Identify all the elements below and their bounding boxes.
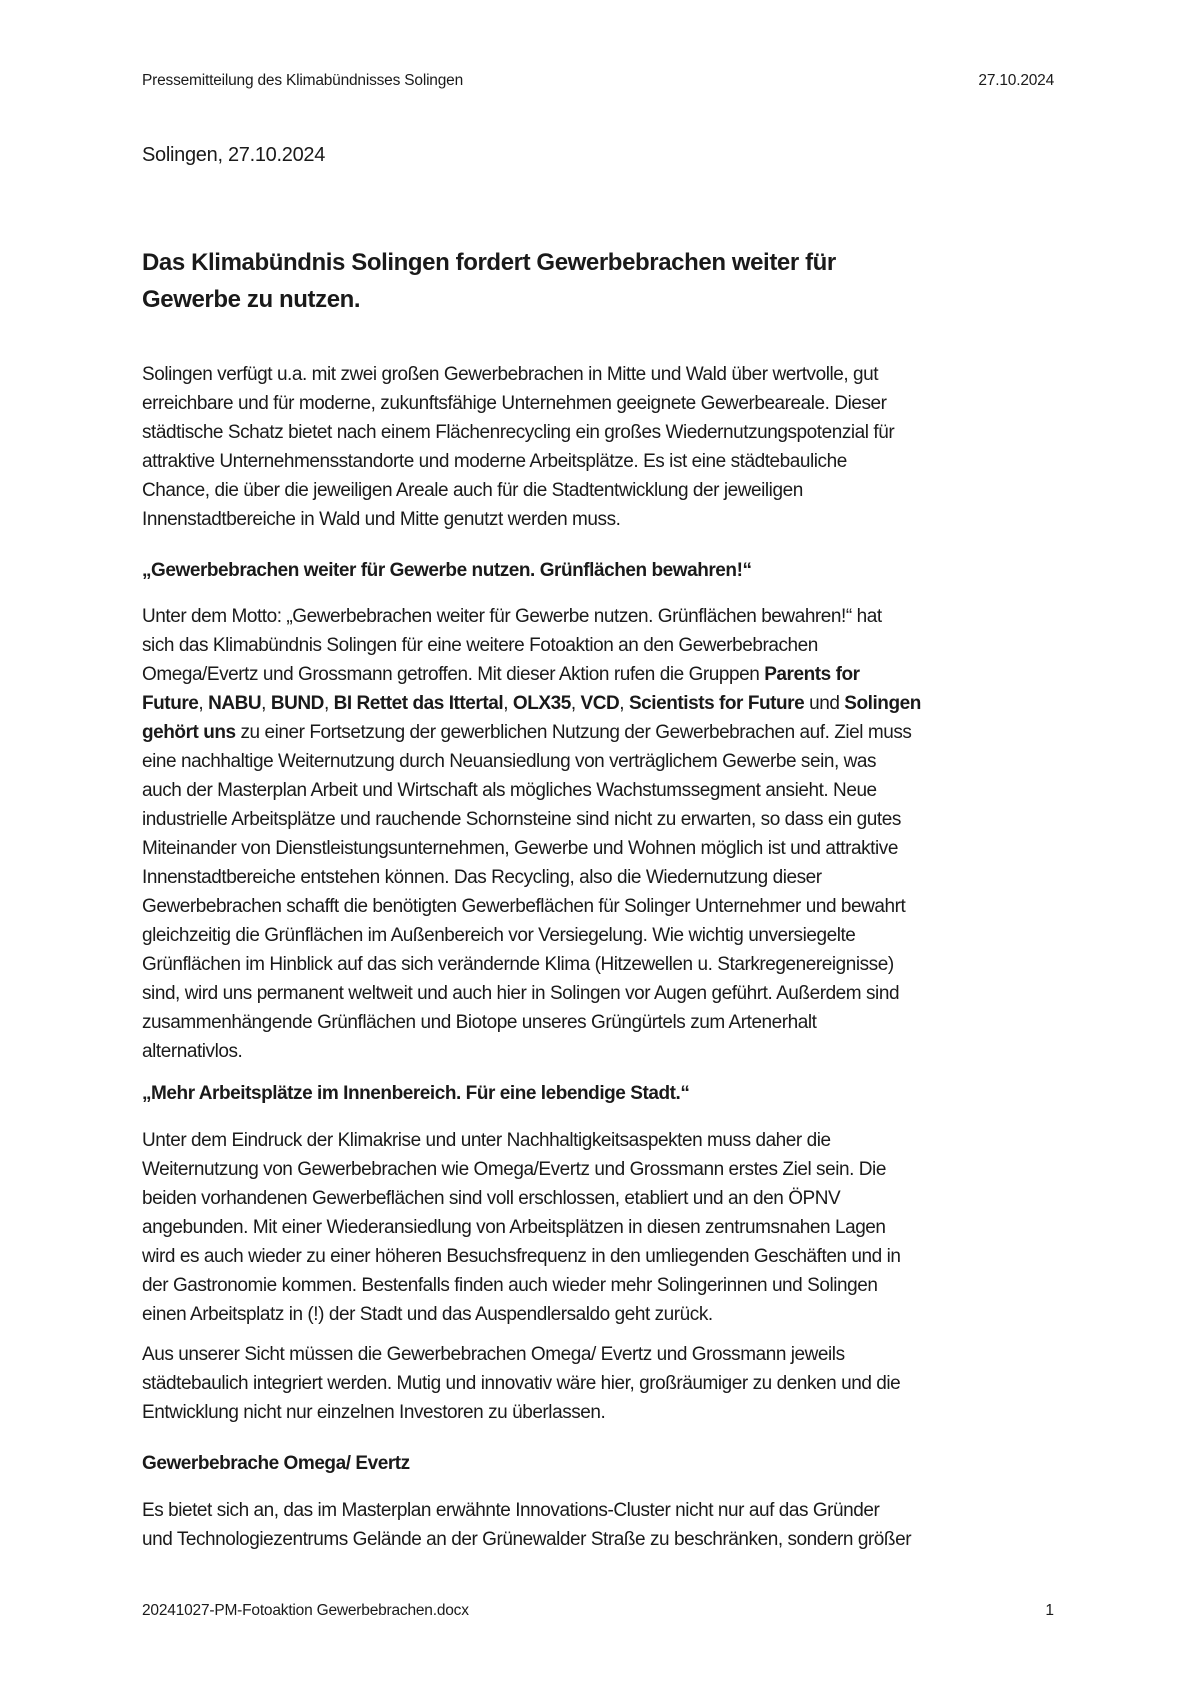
- separator: ,: [261, 693, 271, 714]
- text-line: Unter dem Motto: „Gewerbebrachen weiter für Gewerbe nutzen. Grünflächen bewahren!“ hat: [142, 606, 882, 627]
- group-name: Solingen: [844, 693, 921, 714]
- text-line: industrielle Arbeitsplätze und rauchende Schornsteine sind nicht zu erwarten, so dass ein gutes: [142, 809, 901, 830]
- separator: ,: [323, 693, 334, 714]
- subheading-arbeitsplaetze: „Mehr Arbeitsplätze im Innenbereich. Für eine lebendige Stadt.“: [142, 1083, 690, 1104]
- text-line: Entwicklung nicht nur einzelnen Investoren zu überlassen.: [142, 1402, 606, 1423]
- text-line: Gewerbebrachen schafft die benötigten Gewerbeflächen für Solinger Unternehmer und bewahrt: [142, 896, 906, 917]
- separator: ,: [619, 693, 629, 714]
- text-line: Aus unserer Sicht müssen die Gewerbebrachen Omega/ Evertz und Grossmann jeweils: [142, 1344, 845, 1365]
- paragraph-intro: [142, 360, 1062, 534]
- text-line: alternativlos.: [142, 1041, 243, 1062]
- group-name: VCD: [580, 693, 620, 714]
- group-name: OLX35: [512, 693, 571, 714]
- group-name: NABU: [208, 693, 262, 714]
- text-line: zusammenhängende Grünflächen und Biotope unseres Grüngürtels zum Artenerhalt: [142, 1012, 817, 1033]
- text-line: beiden vorhandenen Gewerbeflächen sind voll erschlossen, etabliert und an den ÖPNV: [142, 1188, 841, 1209]
- text-line: [142, 660, 1062, 689]
- separator: ,: [198, 693, 209, 714]
- text-line: Weiternutzung von Gewerbebrachen wie Omega/Evertz und Grossmann erstes Ziel sein. Die: [142, 1159, 886, 1180]
- group-name: Future: [142, 693, 199, 714]
- subheading-gewerbebrachen: „Gewerbebrachen weiter für Gewerbe nutzen. Grünflächen bewahren!“: [142, 560, 752, 581]
- text-line: sich das Klimabündnis Solingen für eine weitere Fotoaktion an den Gewerbebrachen: [142, 635, 818, 656]
- text-line: erreichbare und für moderne, zukunftsfähige Unternehmen geeignete Gewerbeareale. Dieser: [142, 393, 887, 414]
- text-line: sind, wird uns permanent weltweit und auch hier in Solingen vor Augen geführt. Außerdem sind: [142, 983, 900, 1004]
- separator: ,: [570, 693, 581, 714]
- subheading-omega-evertz: Gewerbebrache Omega/ Evertz: [142, 1453, 410, 1474]
- text-line: städtebaulich integriert werden. Mutig und innovativ wäre hier, großräumiger zu denken und die: [142, 1373, 901, 1394]
- text-line: auch der Masterplan Arbeit und Wirtschaft als mögliches Wachstumssegment ansieht. Neue: [142, 780, 877, 801]
- text-line: wird es auch wieder zu einer höheren Besuchsfrequenz in den umliegenden Geschäften und in: [142, 1246, 901, 1267]
- text-line: Grünflächen im Hinblick auf das sich verändernde Klima (Hitzewellen u. Starkregenereignisse): [142, 954, 894, 975]
- text-line: gleichzeitig die Grünflächen im Außenbereich vor Versiegelung. Wie wichtig unversiegelte: [142, 925, 856, 946]
- group-name: gehört uns: [142, 722, 236, 743]
- text-line: Unter dem Eindruck der Klimakrise und unter Nachhaltigkeitsaspekten muss daher die: [142, 1130, 831, 1151]
- text-line: Miteinander von Dienstleistungsunternehmen, Gewerbe und Wohnen möglich ist und attraktive: [142, 838, 898, 859]
- text-line: Es bietet sich an, das im Masterplan erwähnte Innovations-Cluster nicht nur auf das Gründer: [142, 1500, 880, 1521]
- paragraph-innovations-cluster: [142, 1496, 1062, 1554]
- paragraph-integration: [142, 1340, 1062, 1427]
- text-line: Innenstadtbereiche in Wald und Mitte genutzt werden muss.: [142, 509, 621, 530]
- footer-page-number: 1: [1045, 1602, 1054, 1619]
- text-line: Innenstadtbereiche entstehen können. Das Recycling, also die Wiedernutzung dieser: [142, 867, 822, 888]
- text-line: Chance, die über die jeweiligen Areale auch für die Stadtentwicklung der jeweiligen: [142, 480, 803, 501]
- separator: ,: [503, 693, 513, 714]
- text-line: städtische Schatz bietet nach einem Flächenrecycling ein großes Wiedernutzungspotenzial für: [142, 422, 895, 443]
- text-line: einen Arbeitsplatz in (!) der Stadt und das Auspendlersaldo geht zurück.: [142, 1304, 713, 1325]
- group-name: Parents for: [764, 664, 860, 685]
- text-line: der Gastronomie kommen. Bestenfalls finden auch wieder mehr Solingerinnen und Solingen: [142, 1275, 878, 1296]
- group-name: BUND: [270, 693, 324, 714]
- document-title: [142, 244, 836, 318]
- text-line: Solingen verfügt u.a. mit zwei großen Gewerbebrachen in Mitte und Wald über wertvolle, gut: [142, 364, 879, 385]
- group-name: Scientists for Future: [628, 693, 805, 714]
- paragraph-klimakrise: [142, 1126, 1062, 1329]
- title-line: Gewerbe zu nutzen.: [142, 286, 361, 313]
- header-date: 27.10.2024: [978, 72, 1054, 89]
- title-line: Das Klimabündnis Solingen fordert Gewerbebrachen weiter für: [142, 249, 836, 276]
- text-line: eine nachhaltige Weiternutzung durch Neuansiedlung von verträglichem Gewerbe sein, was: [142, 751, 877, 772]
- text-run: zu einer Fortsetzung der gewerblichen Nutzung der Gewerbebrachen auf. Ziel muss: [235, 722, 912, 743]
- text-run: Omega/Evertz und Grossmann getroffen. Mit dieser Aktion rufen die Gruppen: [142, 664, 765, 685]
- text-line: und Technologiezentrums Gelände an der Grünewalder Straße zu beschränken, sondern größer: [142, 1529, 912, 1550]
- text-line: angebunden. Mit einer Wiederansiedlung von Arbeitsplätzen in diesen zentrumsnahen Lagen: [142, 1217, 886, 1238]
- text-line: [142, 718, 1062, 747]
- group-name: BI Rettet das Ittertal: [333, 693, 504, 714]
- header-title: Pressemitteilung des Klimabündnisses Solingen: [142, 72, 463, 89]
- dateline: Solingen, 27.10.2024: [142, 144, 326, 166]
- separator: und: [804, 693, 845, 714]
- text-line: [142, 689, 1062, 718]
- footer-filename: 20241027-PM-Fotoaktion Gewerbebrachen.docx: [142, 1602, 469, 1619]
- text-line: attraktive Unternehmensstandorte und moderne Arbeitsplätze. Es ist eine städtebauliche: [142, 451, 847, 472]
- paragraph-fotoaktion: [142, 602, 1062, 1066]
